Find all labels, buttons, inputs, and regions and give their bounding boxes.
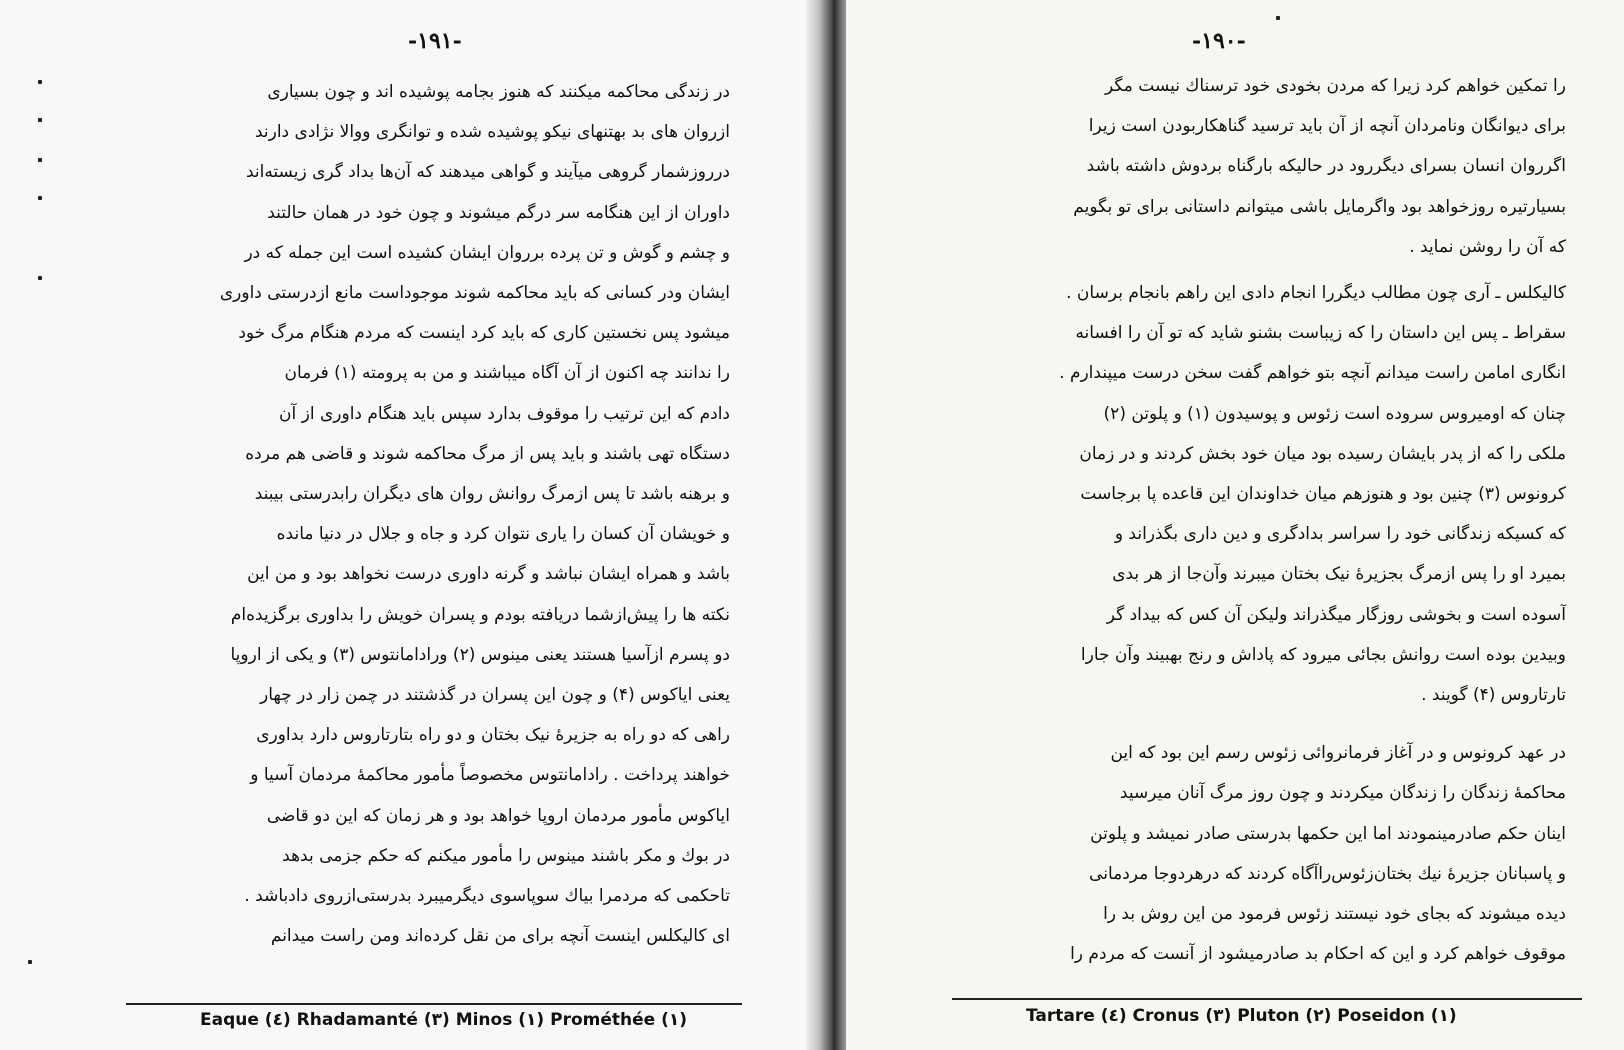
text-line: دستگاه تهی باشند و باید پس از مرگ محاکمه شوند و قاضی هم مرده (245, 443, 730, 464)
text-line: ایشان ودر کسانی که باید محاکمه شوند موجوداست مانع ازدرستی داوری (219, 283, 730, 304)
text-line: ازروان های بد بهتنهای نیکو پوشیده شده و توانگری ووالا نژادی دارند (254, 122, 730, 143)
text-line: تاحکمی که مردمرا بیاك سوپاسوی دیگرمیبرد بدرستی‌ازروی دادباشد . (244, 886, 730, 907)
text-line: اگرروان انسان بسرای دیگررود در حالیکه بارگناه بردوش داشته باشد (1086, 156, 1566, 177)
text-line: که کسیکه زندگانی خود را سراسر بدادگری و دین داری بگذراند و (1114, 524, 1566, 545)
text-line: خواهند پرداخت . رادامانتوس مخصوصاً مأمور محاکمهٔ مردمان آسیا و (250, 765, 730, 786)
scan-speck (1276, 16, 1280, 20)
text-line: را تمکین خواهم کرد زیرا که مردن بخودی خود ترسناك نیست مگر (1104, 76, 1566, 96)
text-line: موقوف خواهم کرد و این که احکام بد صادرمیشود از آنست که مردم را (1070, 944, 1566, 965)
text-line: سقراط ـ پس این داستان را که زیباست بشنو شاید که تو آن را افسانه (1075, 323, 1566, 344)
scan-speck (28, 960, 32, 964)
text-line: چنان که اومیروس سروده است زئوس و پوسیدون (۱) و پلوتن (۲) (1103, 403, 1566, 424)
text-line: در عهد کرونوس و در آغاز فرمانروائی زئوس رسم این بود که این (1110, 743, 1566, 764)
text-line: یعنی ایاکوس (۴) و چون این پسران در گذشتند در چمن زار در چهار (260, 685, 730, 706)
text-line: در زندگی محاکمه میکنند که هنوز بجامه پوشیده اند و چون بسیاری (267, 82, 730, 102)
page-number: -۱۹۰- (1192, 28, 1246, 54)
page-number: -۱۹۱- (408, 28, 462, 54)
text-line: انگاری امامن راست میدانم آنچه بتو خواهم گفت سخن درست میپندارم . (1059, 363, 1566, 384)
text-line: میشود پس نخستین کاری که باید کرد اینست که مردم هنگام مرگ خود (238, 323, 730, 344)
page-body-text (954, 66, 1566, 974)
text-line: بسیارتیره روزخواهد بود واگرمایل باشی میتوانم داستانی برای تو بگویم (1073, 196, 1566, 217)
text-line: برای دیوانگان ونامردان آنچه از آن باید ترسید گناهکاربودن است زیرا (1088, 116, 1566, 137)
text-line: و خویشان آن کسان را یاری نتوان کرد و جاه و جلال در دنیا مانده (276, 524, 730, 545)
text-line: که آن را روشن نماید . (1409, 236, 1566, 257)
scan-speck (38, 196, 42, 200)
text-line: وبیدین بوده است روانش بجائی میرود که پاداش و رنج بهبیند وآن جارا (1080, 644, 1566, 665)
text-line: داوران از این هنگامه سر درگم میشوند و چون خود در همان حالتند (267, 202, 730, 223)
text-line: دو پسرم ازآسیا هستند یعنی مینوس (۲) ورادامانتوس (۳) و یکی از اروپا (230, 644, 730, 665)
text-line: آسوده است و بخوشی روزگار میگذراند ولیکن آن کس که بیداد گر (1106, 604, 1566, 625)
text-line: و پاسبانان جزیرهٔ نیك بختان‌زئوس‌راآگاه کردند که درهردوجا مردمانی (1089, 863, 1566, 884)
text-line: ملکی را که از پدر بایشان رسیده بود میان خود بخش کردند و در زمان (1079, 443, 1566, 464)
text-line: و برهنه باشد تا پس ازمرگ روانش روان های دیگران رابدرستی بیبند (254, 484, 730, 505)
page-body-text (140, 72, 730, 956)
text-line: راهی که دو راه به جزیرهٔ نیک بختان و دو راه بتارتاروس دارد بداوری (256, 725, 730, 746)
footnote-rule (126, 1003, 742, 1005)
text-line: و چشم و گوش و تن پرده برروان ایشان کشیده است این جمله که در (244, 242, 730, 263)
text-line: را ندانند چه اکنون از آن آگاه میباشند و من به پرومته (۱) فرمان (284, 363, 730, 384)
footnotes: Eaque (٤) Rhadamanté (٣) Minos (١) Prométhée (١) (200, 1010, 688, 1030)
scan-speck (38, 80, 42, 84)
text-line: دیده میشوند که بجای خود نیستند زئوس فرمود من این روش بد را (1103, 904, 1566, 925)
text-line: کرونوس (۳) چنین بود و هنوزهم میان خداوندان این قاعده پا برجاست (1080, 484, 1566, 505)
text-line: نکته ها را پیش‌ازشما دریافته بودم و پسران خویش را بداوری برگزیده‌ام (230, 604, 730, 625)
text-line: بمیرد او را پس ازمرگ بجزیرهٔ نیک بختان میبرند وآن‌جا از هر بدی (1112, 564, 1566, 585)
footnotes: Tartare (٤) Cronus (٣) Pluton (٢) Poseidon (١) (1026, 1006, 1457, 1026)
scan-speck (38, 158, 42, 162)
text-line: محاکمهٔ زندگان را زندگان میکردند و چون روز مرگ آنان میرسید (1119, 783, 1566, 804)
text-line: کالیکلس ـ آری چون مطالب دیگررا انجام دادی این راهم بانجام برسان . (1066, 283, 1566, 304)
text-line: اینان حکم صادرمینمودند اما این حکمها بدرستی صادر نمیشد و پلوتن (1090, 823, 1566, 844)
text-line: ای کالیکلس اینست آنچه برای من نقل کرده‌اند ومن راست میدانم (270, 926, 730, 947)
right-page (846, 0, 1624, 1050)
text-line: دادم که این ترتیب را موقوف بدارد سپس باید هنگام داوری از آن (279, 403, 730, 424)
footnote-rule (952, 998, 1582, 1000)
text-line: در بوك و مکر باشند مینوس را مأمور میکنم که حکم جزمی بدهد (282, 845, 730, 866)
text-line: درروزشمار گروهی میآیند و گواهی میدهند که آن‌ها بداد گری زیسته‌اند (245, 162, 730, 183)
text-line: ایاکوس مأمور مردمان اروپا خواهد بود و هر زمان که این دو قاضی (266, 805, 730, 826)
scan-speck (38, 118, 42, 122)
text-line: تارتاروس (۴) گویند . (1421, 685, 1566, 706)
scan-speck (38, 276, 42, 280)
text-line: باشد و همراه ایشان نباشد و گرنه داوری درست نخواهد بود و من این (247, 564, 730, 585)
